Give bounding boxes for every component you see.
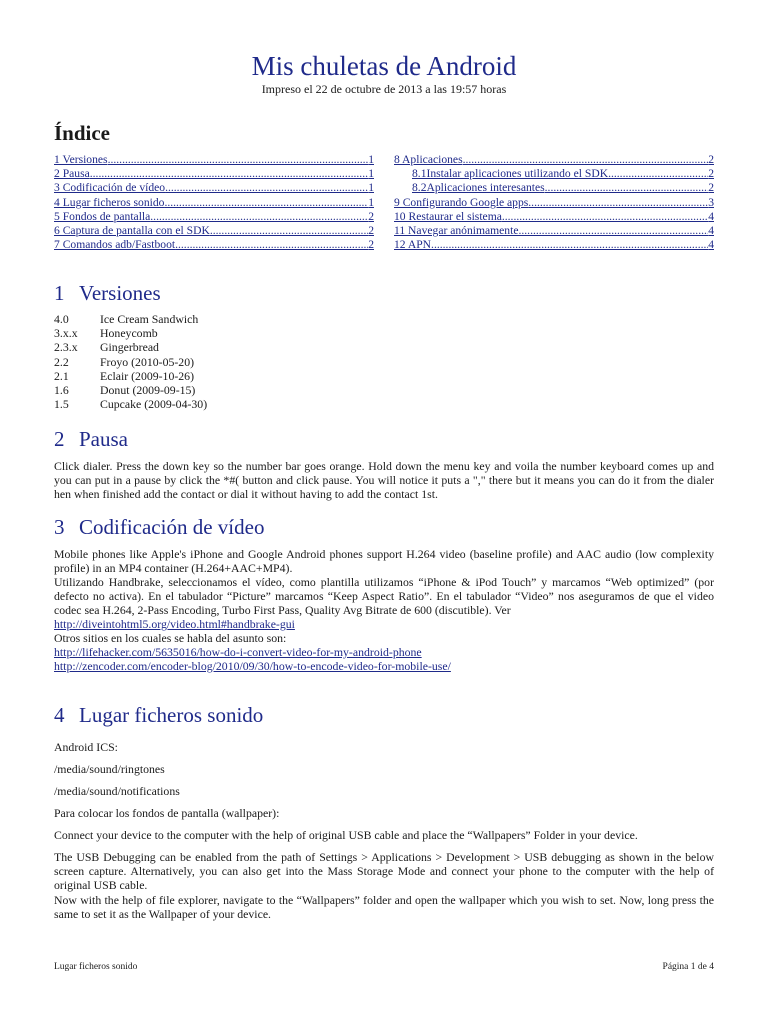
toc-entry[interactable]: 3 Codificación de vídeo ..... 1: [54, 181, 374, 195]
section-heading-versiones: 1 Versiones: [54, 281, 161, 305]
toc-entry[interactable]: 8 Aplicaciones ..... 2: [394, 153, 714, 167]
index-heading: Índice: [54, 121, 111, 145]
video-paragraph-1: Mobile phones like Apple's iPhone and Google Android phones support H.264 video (baseline profile) and AAC audio (low complexity profile) in an MP4 container (H.264+AAC+MP4).: [54, 547, 714, 576]
version-row: 2.1 Eclair (2009-10-26): [54, 368, 195, 383]
toc-left-column: [54, 153, 374, 252]
version-row: 4.0 Ice Cream Sandwich: [54, 312, 199, 326]
pausa-paragraph: Click dialer. Press the down key so the number bar goes orange. Hold down the menu key and voila the number keyboard comes up and you can put in a pause by click the *#( button and click pause. You will notice it puts a "," there but it means you can do it from the dialer hen when finished add the contact or dial it without having to add the contact 1st.: [54, 459, 714, 502]
toc-entry[interactable]: 2 Pausa ..... 1: [54, 167, 374, 181]
section-heading-video: 3 Codificación de vídeo: [54, 515, 265, 539]
toc-entry[interactable]: 4 Lugar ficheros sonido ..... 1: [54, 196, 374, 210]
toc-subentry[interactable]: 8.2Aplicaciones interesantes ..... 2: [394, 181, 714, 195]
toc-entry[interactable]: 5 Fondos de pantalla ..... 2: [54, 210, 374, 224]
sonido-line-ringtones: /media/sound/ringtones: [54, 762, 165, 776]
toc-entry[interactable]: 11 Navegar anónimamente ..... 4: [394, 224, 714, 238]
print-date: Impreso el 22 de octubre de 2013 a las 19:57 horas: [261, 82, 507, 96]
version-row: 2.2 Froyo (2010-05-20): [54, 354, 195, 369]
toc-entry[interactable]: 12 APN ..... 4: [394, 238, 714, 252]
sonido-paragraph-explorer: Now with the help of file explorer, navigate to the “Wallpapers” folder and open the wallpaper which you wish to set. Now, long press the same to set it as the Wallpaper of your device.: [54, 893, 714, 922]
sonido-line-notifications: /media/sound/notifications: [54, 784, 180, 798]
versions-table: [54, 312, 207, 411]
version-row: 1.6 Donut (2009-09-15): [54, 382, 196, 397]
toc-entry[interactable]: 1 Versiones ..... 1: [54, 153, 374, 167]
sonido-line-connect: Connect your device to the computer with the help of original USB cable and place the “Wallpapers” Folder in your device.: [54, 828, 638, 842]
document-title: Mis chuletas de Android: [251, 51, 517, 81]
handbrake-link[interactable]: http://diveintohtml5.org/video.html#handbrake-gui: [54, 617, 295, 631]
sonido-paragraph-usb: The USB Debugging can be enabled from the path of Settings > Applications > Development > USB debugging as shown in the below screen capture. Alternatively, you can also get into the Mass Storage Mode and connect your phone to the computer with the help of original USB cable.: [54, 850, 714, 893]
sonido-line-wallpaper: Para colocar los fondos de pantalla (wallpaper):: [54, 806, 280, 820]
version-row: 3.x.x Honeycomb: [54, 326, 158, 341]
footer-page-number: Página 1 de 4: [662, 962, 714, 972]
toc-entry[interactable]: 9 Configurando Google apps ..... 3: [394, 196, 714, 210]
section-heading-sonido: 4 Lugar ficheros sonido: [54, 703, 264, 727]
toc-entry[interactable]: 7 Comandos adb/Fastboot ..... 2: [54, 238, 374, 252]
toc-subentry[interactable]: 8.1Instalar aplicaciones utilizando el SDK ..... 2: [394, 167, 714, 181]
video-paragraph-3: Otros sitios en los cuales se habla del asunto son:: [54, 631, 287, 645]
zencoder-link[interactable]: http://zencoder.com/encoder-blog/2010/09/30/how-to-encode-video-for-mobile-use/: [54, 659, 451, 673]
sonido-line-android-ics: Android ICS:: [54, 740, 118, 754]
toc-entry[interactable]: 10 Restaurar el sistema ..... 4: [394, 210, 714, 224]
footer-section-name: Lugar ficheros sonido: [54, 962, 138, 972]
section-heading-pausa: 2 Pausa: [54, 427, 128, 451]
toc-right-column: [394, 153, 714, 252]
video-paragraph-2: Utilizando Handbrake, seleccionamos el vídeo, como plantilla utilizamos “iPhone & iPod Touch” y marcamos “Web optimized” (por defecto no activa). En el tabulador “Picture” marcamos “Keep Aspect Ratio”. En el tabulador “Video” nos aseguramos de que el video codec sea H.264, 2-Pass Encoding, Turbo First Pass, Quality Avg Bitrate de 600 (discutible). Ver: [54, 575, 714, 618]
version-row: 1.5 Cupcake (2009-04-30): [54, 397, 208, 412]
version-row: 2.3.x Gingerbread: [54, 340, 159, 355]
toc-entry[interactable]: 6 Captura de pantalla con el SDK ..... 2: [54, 224, 374, 238]
lifehacker-link[interactable]: http://lifehacker.com/5635016/how-do-i-convert-video-for-my-android-phone: [54, 645, 422, 659]
